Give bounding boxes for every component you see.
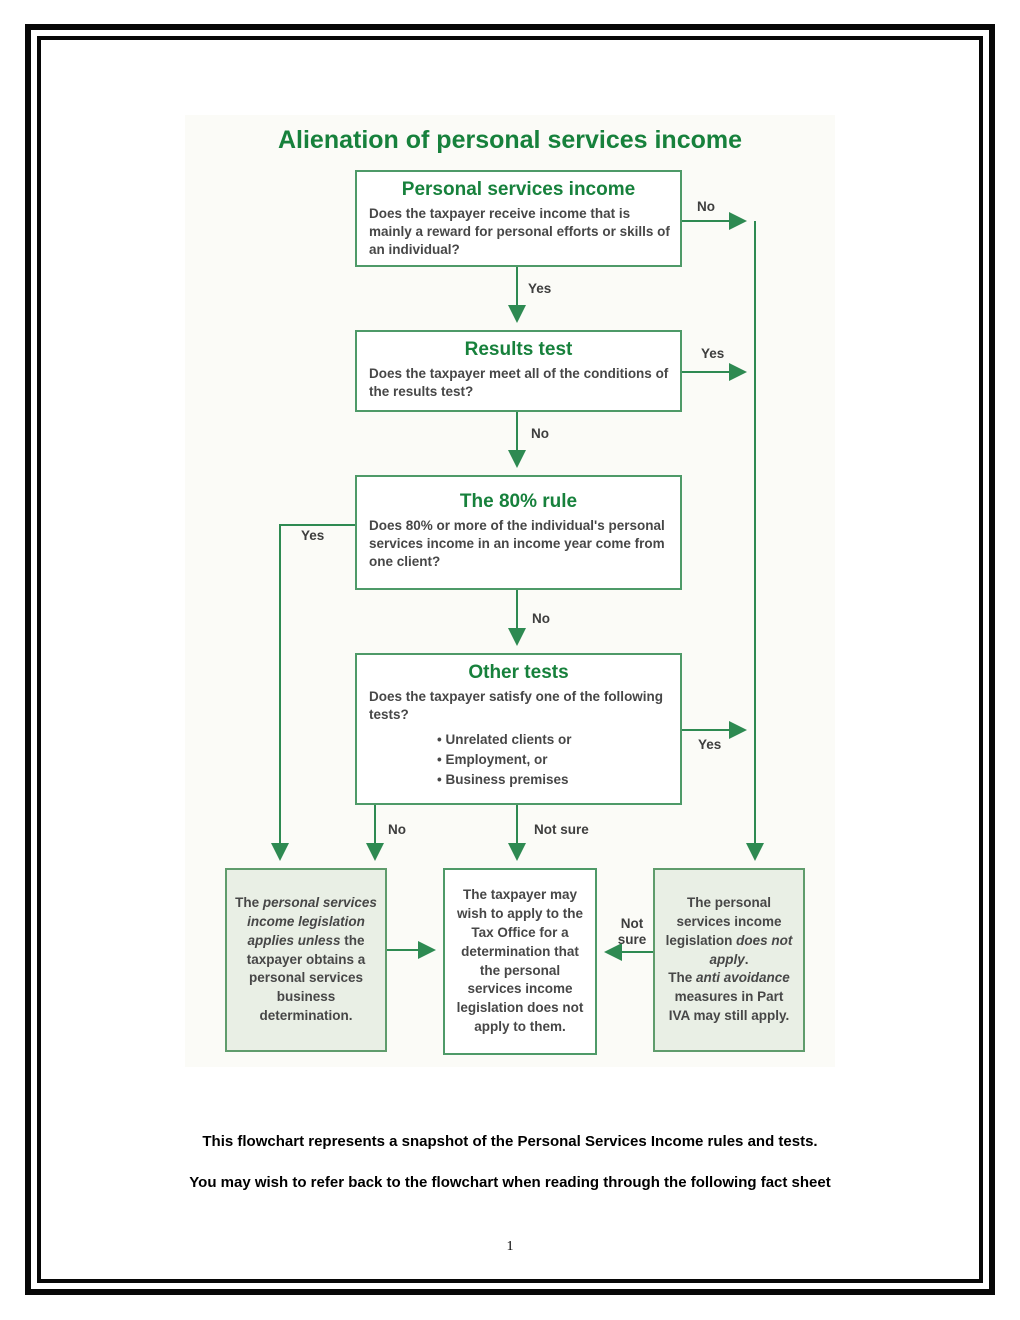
node-other-tests — [355, 653, 682, 805]
node-body — [234, 894, 378, 1026]
list-item: • Business premises — [437, 772, 569, 788]
text-segment: The — [235, 894, 263, 910]
label-yes: Yes — [301, 528, 325, 543]
text-segment: measures in Part IVA may still apply. — [668, 989, 790, 1024]
label-no: No — [697, 199, 715, 214]
label-no: No — [532, 611, 550, 626]
text-segment: the taxpayer obtains a personal services business determination. — [246, 932, 366, 1024]
text-segment: . — [744, 951, 749, 967]
text-segment-italic: anti avoidance — [695, 970, 790, 986]
node-body: Does the taxpayer meet all of the conditions of the results test? — [369, 366, 669, 399]
node-body — [662, 894, 796, 1026]
label-no: No — [531, 426, 549, 441]
page-number: 1 — [506, 1239, 514, 1254]
node-legislation-does-not-apply — [653, 868, 805, 1052]
node-body: Does the taxpayer satisfy one of the following tests? — [369, 689, 664, 722]
flowchart — [185, 115, 835, 1067]
text-segment: The — [668, 970, 696, 986]
footer-note-2: You may wish to refer back to the flowchart when reading through the following fact sheet — [189, 1174, 831, 1191]
node-heading: The 80% rule — [459, 491, 578, 512]
text-segment: The personal services income legislation — [665, 894, 782, 948]
node-personal-services-income — [355, 170, 682, 267]
label-not-sure: Not sure — [534, 822, 589, 837]
node-apply-for-determination — [443, 868, 597, 1055]
flowchart-title: Alienation of personal services income — [277, 126, 743, 154]
node-body: The taxpayer may wish to apply to the Tax Office for a determination that the personal services income legislation does not apply to them. — [456, 886, 584, 1035]
footer-note-1: This flowchart represents a snapshot of the Personal Services Income rules and tests. — [202, 1133, 818, 1150]
node-heading: Other tests — [468, 662, 569, 683]
other-tests-list — [437, 730, 680, 791]
node-80-percent-rule — [355, 475, 682, 590]
text-segment-italic: does not apply — [709, 932, 793, 967]
list-item: • Unrelated clients or — [437, 731, 572, 747]
label-yes: Yes — [698, 737, 722, 752]
text-segment-italic: personal services income legislation applies unless — [247, 894, 377, 948]
node-heading: Personal services income — [401, 179, 636, 200]
node-heading: Results test — [464, 339, 573, 360]
label-yes: Yes — [701, 346, 725, 361]
node-legislation-applies — [225, 868, 387, 1052]
node-body: Does 80% or more of the individual's personal services income in an income year come from one client? — [369, 518, 665, 569]
label-no: No — [388, 822, 406, 837]
label-yes: Yes — [528, 281, 552, 296]
node-body: Does the taxpayer receive income that is mainly a reward for personal efforts or skills of an individual? — [369, 206, 670, 257]
node-results-test — [355, 330, 682, 412]
arrow-rule80-yes — [280, 525, 355, 859]
label-not-sure: Not sure — [617, 916, 647, 948]
list-item: • Employment, or — [437, 751, 548, 767]
